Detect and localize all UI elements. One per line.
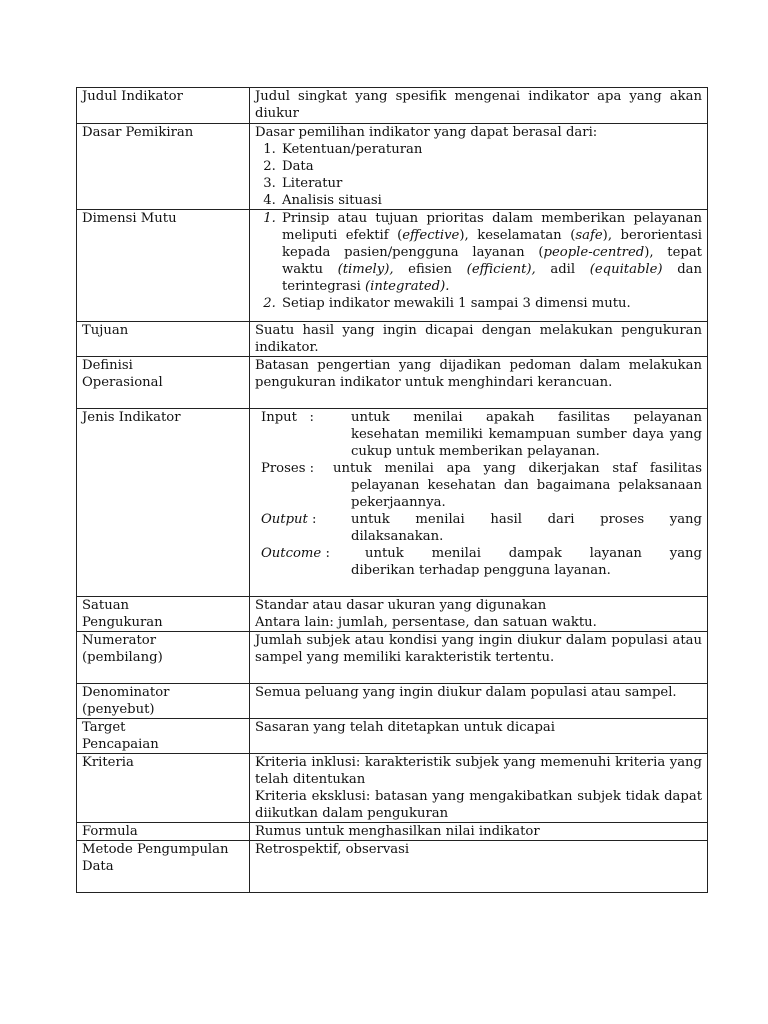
value-denominator: Semua peluang yang ingin diukur dalam populasi atau sampel. xyxy=(250,684,708,719)
value-judul-indikator: Judul singkat yang spesifik mengenai indikator apa yang akan diukur xyxy=(250,88,708,124)
label-line: Denominator xyxy=(82,685,170,700)
row-tujuan xyxy=(77,322,708,357)
value-jenis-indikator xyxy=(250,409,708,597)
dimensi-text: efisien xyxy=(393,262,467,277)
label-line: Satuan xyxy=(82,598,130,613)
dimensi-item-1 xyxy=(280,210,702,295)
label-denominator xyxy=(77,684,250,719)
dimensi-term-effective: effective xyxy=(402,228,460,243)
jenis-output-desc-rest: dilaksanakan. xyxy=(351,529,444,544)
jenis-proses-name: Proses : xyxy=(261,461,315,476)
label-metode-pengumpulan-data xyxy=(77,841,250,893)
kriteria-eksklusi: Kriteria eksklusi: batasan yang mengakibatkan subjek tidak dapat diikutkan dalam pengukuran xyxy=(255,789,702,821)
label-dimensi-mutu: Dimensi Mutu xyxy=(77,210,250,322)
jenis-output xyxy=(255,511,702,528)
satuan-line: Antara lain: jumlah, persentase, dan satuan waktu. xyxy=(255,615,597,630)
dimensi-term-integrated: (integrated). xyxy=(365,279,450,294)
label-line: Definisi xyxy=(82,358,133,373)
jenis-output-name: Output xyxy=(261,512,308,527)
row-formula xyxy=(77,823,708,841)
jenis-input xyxy=(255,409,702,426)
dimensi-term-safe: safe xyxy=(575,228,603,243)
dasar-item: 2. Data xyxy=(280,158,702,175)
jenis-proses xyxy=(255,460,702,477)
dimensi-term-equitable: (equitable) xyxy=(589,262,663,277)
dimensi-text: ), keselamatan ( xyxy=(459,228,576,243)
dimensi-text: adil xyxy=(535,262,590,277)
jenis-output-desc-first: untuk menilai hasil dari proses yang xyxy=(351,512,702,527)
jenis-outcome xyxy=(255,545,702,562)
jenis-outcome-desc-first: untuk menilai dampak layanan yang xyxy=(365,546,702,561)
indicator-profile-table xyxy=(76,87,708,893)
label-line: Pengukuran xyxy=(82,615,163,630)
dasar-item: 1. Ketentuan/peraturan xyxy=(280,141,702,158)
dasar-list xyxy=(255,141,702,209)
value-metode-pengumpulan-data: Retrospektif, observasi xyxy=(250,841,708,893)
row-metode-pengumpulan-data xyxy=(77,841,708,893)
jenis-input-name: Input : xyxy=(261,410,314,425)
jenis-outcome-desc-rest: diberikan terhadap pengguna layanan. xyxy=(351,563,611,578)
dimensi-term-people-centred: people-centred xyxy=(543,245,645,260)
value-formula: Rumus untuk menghasilkan nilai indikator xyxy=(250,823,708,841)
label-line: (pembilang) xyxy=(82,650,163,665)
label-line: Metode Pengumpulan xyxy=(82,842,229,857)
value-tujuan: Suatu hasil yang ingin dicapai dengan melakukan pengukuran indikator. xyxy=(250,322,708,357)
row-kriteria xyxy=(77,754,708,823)
value-numerator: Jumlah subjek atau kondisi yang ingin diukur dalam populasi atau sampel yang memiliki karakteristik tertentu. xyxy=(250,632,708,684)
label-line: Numerator xyxy=(82,633,157,648)
row-denominator xyxy=(77,684,708,719)
dimensi-list xyxy=(255,210,702,312)
dimensi-text: ), berorientasi kepada pasien/pengguna layanan ( xyxy=(282,228,702,260)
label-line: Target xyxy=(82,720,126,735)
dimensi-term-efficient: (efficient), xyxy=(466,262,536,277)
dimensi-term-timely: (timely), xyxy=(337,262,394,277)
row-satuan-pengukuran xyxy=(77,597,708,632)
kriteria-inklusi: Kriteria inklusi: karakteristik subjek yang memenuhi kriteria yang telah ditentukan xyxy=(255,755,702,787)
label-jenis-indikator: Jenis Indikator xyxy=(77,409,250,597)
document-page xyxy=(76,87,708,893)
jenis-outcome-name: Outcome xyxy=(261,546,322,561)
jenis-proses-desc-first: untuk menilai apa yang dikerjakan staf fasilitas xyxy=(333,461,702,476)
row-definisi-operasional xyxy=(77,357,708,409)
label-numerator xyxy=(77,632,250,684)
value-kriteria xyxy=(250,754,708,823)
dimensi-text: Prinsip atau tujuan prioritas dalam memberikan pelayanan meliputi efektif ( xyxy=(282,211,702,243)
jenis-outcome-label xyxy=(255,545,365,562)
jenis-output-colon: : xyxy=(307,512,317,527)
jenis-input-desc-rest: kesehatan memiliki kemampuan sumber daya yang cukup untuk memberikan pelayanan. xyxy=(351,427,702,459)
dasar-item: 4. Analisis situasi xyxy=(280,192,702,209)
dasar-item: 3. Literatur xyxy=(280,175,702,192)
value-definisi-operasional: Batasan pengertian yang dijadikan pedoman dalam melakukan pengukuran indikator untuk menghindari kerancuan. xyxy=(250,357,708,409)
dimensi-text: dan terintegrasi xyxy=(282,262,702,294)
jenis-input-desc-first: untuk menilai apakah fasilitas pelayanan xyxy=(351,410,702,425)
jenis-outcome-colon: : xyxy=(321,546,330,561)
row-dimensi-mutu xyxy=(77,210,708,322)
value-dimensi-mutu xyxy=(250,210,708,322)
label-target-pencapaian xyxy=(77,719,250,754)
satuan-line: Standar atau dasar ukuran yang digunakan xyxy=(255,598,547,613)
label-kriteria: Kriteria xyxy=(77,754,250,823)
label-line: (penyebut) xyxy=(82,702,155,717)
dimensi-text: ), tepat waktu xyxy=(282,245,702,277)
label-tujuan: Tujuan xyxy=(77,322,250,357)
label-satuan-pengukuran xyxy=(77,597,250,632)
label-line: Pencapaian xyxy=(82,737,159,752)
row-judul-indikator xyxy=(77,88,708,124)
row-target-pencapaian xyxy=(77,719,708,754)
label-line: Operasional xyxy=(82,375,163,390)
dimensi-item-2: 2. Setiap indikator mewakili 1 sampai 3 dimensi mutu. xyxy=(280,295,702,312)
label-dasar-pemikiran: Dasar Pemikiran xyxy=(77,124,250,210)
label-line: Data xyxy=(82,859,114,874)
row-numerator xyxy=(77,632,708,684)
value-target-pencapaian: Sasaran yang telah ditetapkan untuk dicapai xyxy=(250,719,708,754)
label-formula: Formula xyxy=(77,823,250,841)
jenis-output-label xyxy=(255,511,351,528)
row-jenis-indikator xyxy=(77,409,708,597)
value-satuan-pengukuran xyxy=(250,597,708,632)
jenis-proses-desc-rest: pelayanan kesehatan dan bagaimana pelaksanaan pekerjaannya. xyxy=(351,478,702,510)
dasar-intro: Dasar pemilihan indikator yang dapat berasal dari: xyxy=(255,125,598,140)
label-judul-indikator: Judul Indikator xyxy=(77,88,250,124)
label-definisi-operasional xyxy=(77,357,250,409)
value-dasar-pemikiran xyxy=(250,124,708,210)
row-dasar-pemikiran xyxy=(77,124,708,210)
